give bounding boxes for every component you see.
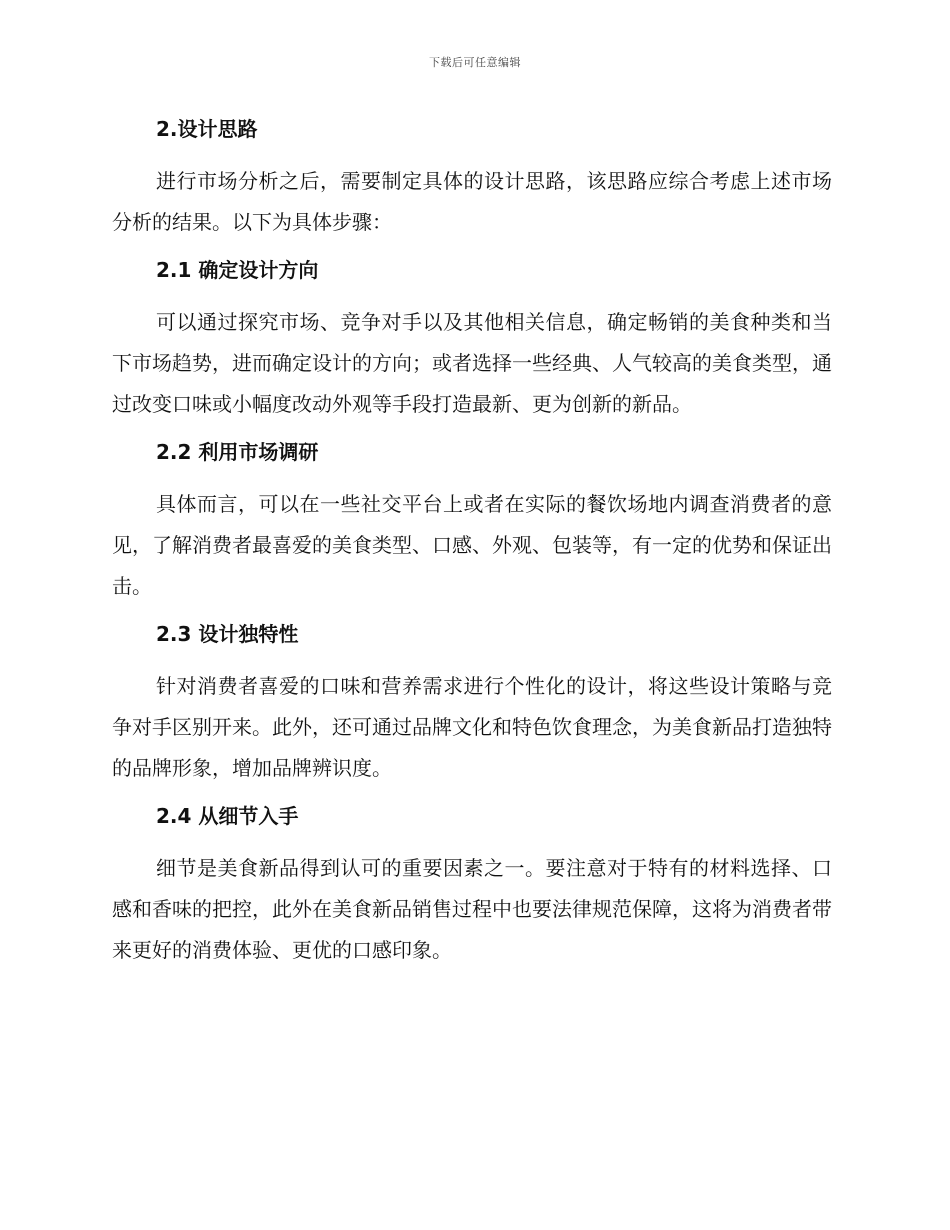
section-heading-details: 2.4 从细节入手 <box>156 804 299 828</box>
section-paragraph-details: 细节是美食新品得到认可的重要因素之一。要注意对于特有的材料选择、口感和香味的把控，此外在美食新品销售过程中也要法律规范保障，这将为消费者带来更好的消费体验、更优的口感印象。 <box>112 856 832 962</box>
section-paragraph-design-direction: 可以通过探究市场、竞争对手以及其他相关信息，确定畅销的美食种类和当下市场趋势，进而确定设计的方向；或者选择一些经典、人气较高的美食类型，通过改变口味或小幅度改动外观等手段打造最新、更为创新的新品。 <box>112 310 832 416</box>
document-body <box>112 112 832 971</box>
page-header: 下载后可任意编辑 <box>429 56 521 69</box>
section-paragraph-design-approach: 进行市场分析之后，需要制定具体的设计思路，该思路应综合考虑上述市场分析的结果。以下为具体步骤： <box>112 169 832 234</box>
section-heading-market-research: 2.2 利用市场调研 <box>156 440 319 464</box>
section-heading-design-direction: 2.1 确定设计方向 <box>156 258 319 282</box>
section-paragraph-design-uniqueness: 针对消费者喜爱的口味和营养需求进行个性化的设计，将这些设计策略与竞争对手区别开来。此外，还可通过品牌文化和特色饮食理念，为美食新品打造独特的品牌形象，增加品牌辨识度。 <box>112 674 832 780</box>
section-heading-design-approach: 2.设计思路 <box>156 117 258 141</box>
section-paragraph-market-research: 具体而言，可以在一些社交平台上或者在实际的餐饮场地内调查消费者的意见，了解消费者最喜爱的美食类型、口感、外观、包装等，有一定的优势和保证出击。 <box>112 492 832 598</box>
section-heading-design-uniqueness: 2.3 设计独特性 <box>156 622 299 646</box>
